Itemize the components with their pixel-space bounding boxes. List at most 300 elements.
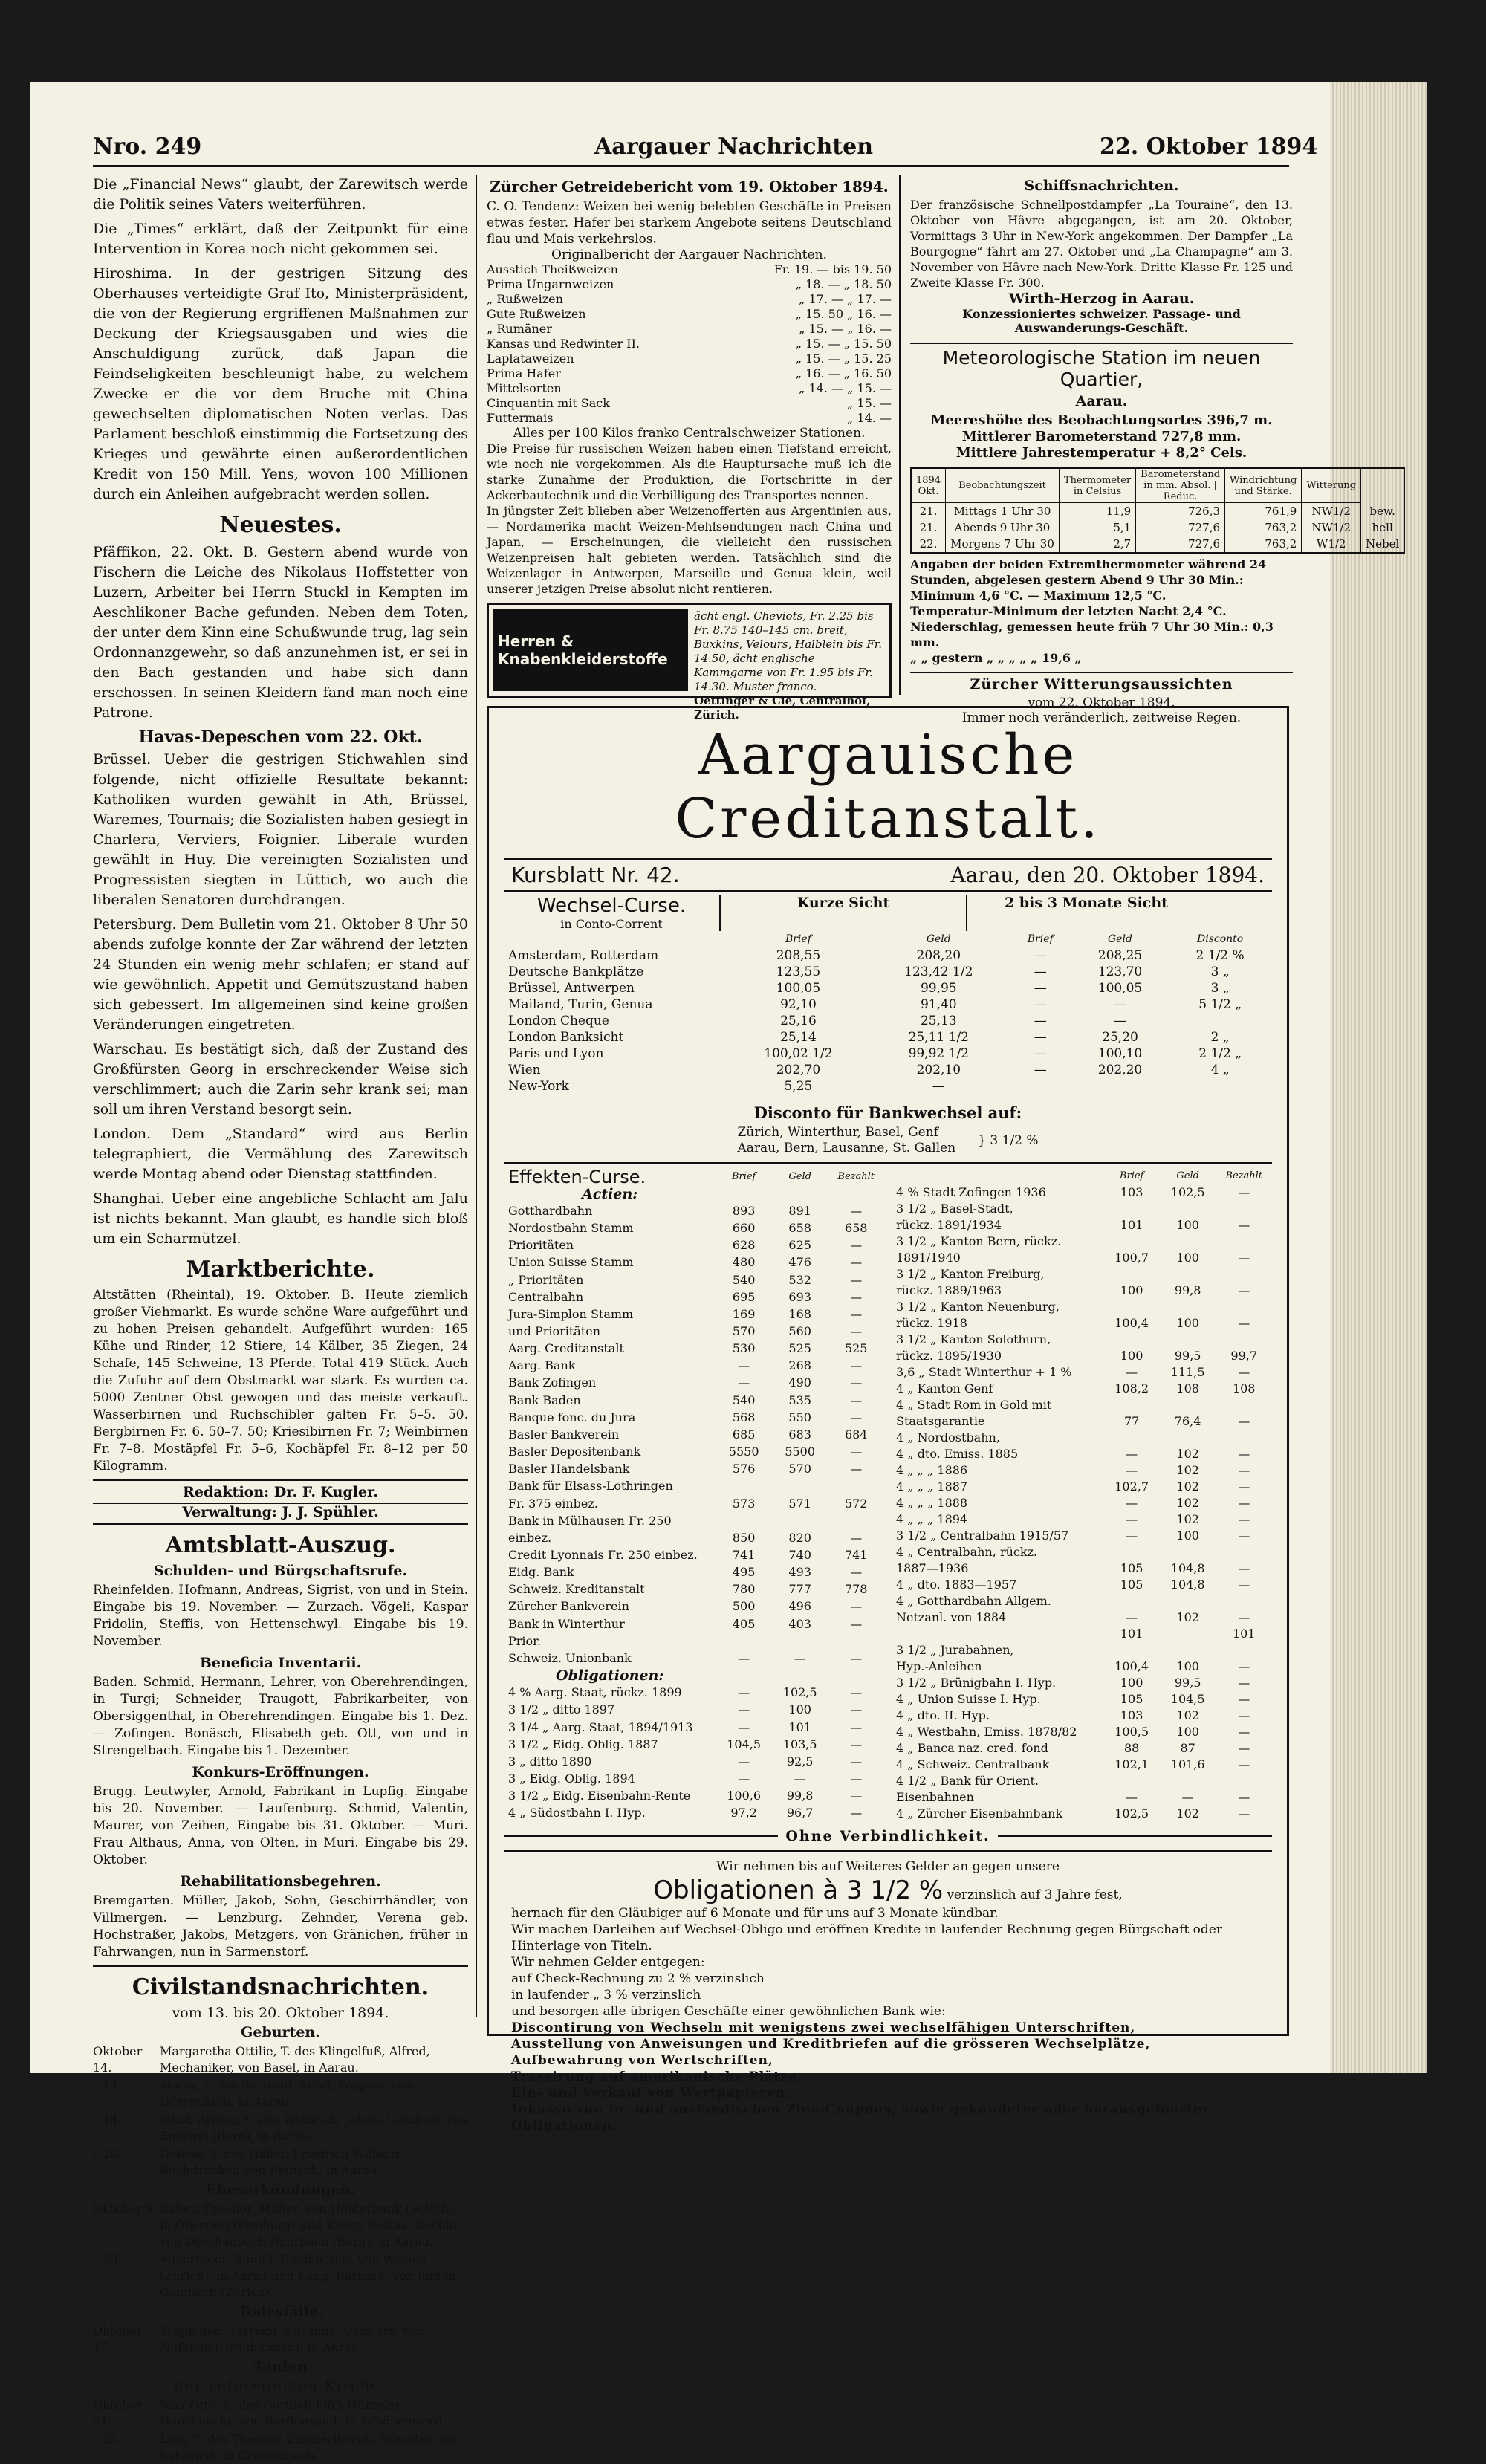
oblig-tail: verzinslich auf 3 Jahre fest, <box>947 1887 1123 1902</box>
service-line: und besorgen alle übrigen Geschäfte einer gewöhnlichen Bank wie: <box>511 2004 946 2019</box>
effekten-cell: 660 <box>732 1221 756 1236</box>
ad-firm: Oettinger & Cie, Centralhof, Zürich. <box>694 694 871 722</box>
wechsel-table <box>504 931 1272 1095</box>
effekten-cell: 4 „ Westbahn, Emiss. 1878/82 <box>896 1725 1077 1739</box>
effekten-cell <box>1160 1266 1216 1283</box>
effekten-cell: 540 <box>732 1393 756 1407</box>
effekten-cell: 3 1/2 „ Eidg. Oblig. 1887 <box>508 1737 658 1751</box>
effekten-cell: 103,5 <box>782 1737 817 1751</box>
effekten-cell: — <box>1238 1561 1250 1575</box>
wechsel-cell: — <box>1114 997 1126 1012</box>
effekten-cell: — <box>1238 1463 1250 1477</box>
eff-geld: Geld <box>788 1170 811 1182</box>
price-name: Laplataweizen <box>487 351 574 366</box>
effekten-cell <box>772 1667 828 1685</box>
effekten-row <box>504 1788 884 1805</box>
wechsel-cell: 100,10 <box>1097 1046 1143 1061</box>
wechsel-cell: — <box>1034 948 1047 963</box>
effekten-row <box>504 1633 884 1650</box>
effekten-cell: — <box>1238 1283 1250 1297</box>
effekten-cell: 100 <box>1176 1316 1199 1330</box>
depesche: London. Dem „Standard“ wird aus Berlin telegraphiert, die Vermählung des Zarewitsch werde Montag abend oder Dienstag stattfinden. <box>93 1126 468 1182</box>
met-row <box>911 503 1404 520</box>
effekten-cell: 100,4 <box>1114 1659 1149 1673</box>
effekten-cell: — <box>850 1650 863 1665</box>
price-row <box>487 277 892 292</box>
effekten-cell: 77 <box>1123 1414 1140 1428</box>
effekten-cell: 4 „ dto. 1883—1957 <box>896 1578 1017 1592</box>
effekten-cell: 102,5 <box>1170 1185 1205 1199</box>
wechsel-cell: — <box>932 1079 945 1094</box>
wetter-date: vom 22. Oktober 1894. <box>1028 696 1175 710</box>
effekten-cell: Eidg. Bank <box>508 1565 574 1580</box>
effekten-cell: 100,7 <box>1114 1251 1149 1265</box>
effekten-cell: — <box>738 1375 750 1390</box>
effekten-cell: — <box>1238 1316 1250 1330</box>
effekten-cell: — <box>1238 1610 1250 1624</box>
effekten-cell <box>1216 1544 1272 1560</box>
wechsel-cell: 25,16 <box>780 1014 817 1028</box>
met-heading: Meteorologische Station im neuen Quartier, <box>942 347 1261 390</box>
getreide-note: Alles per 100 Kilos franko Centralschweizer Stationen. <box>513 426 866 441</box>
met-header: Windrichtung und Stärke. <box>1225 468 1302 503</box>
effekten-cell <box>1103 1430 1160 1446</box>
effekten-cell: 684 <box>844 1427 868 1442</box>
effekten-cell: 1887—1936 <box>896 1561 969 1575</box>
effekten-cell: 100 <box>1176 1218 1199 1232</box>
kursblatt: Kursblatt Nr. 42. <box>511 863 680 887</box>
wechsel-cell: Deutsche Bankplätze <box>508 964 644 979</box>
effekten-cell: 92,5 <box>786 1754 814 1768</box>
kurze-sicht: Kurze Sicht <box>719 895 967 931</box>
effekten-row <box>504 1288 884 1306</box>
wechsel-cell: 202,20 <box>1097 1063 1143 1077</box>
effekten-row <box>504 1426 884 1443</box>
oblig-intro: Wir nehmen bis auf Weiteres Gelder an gegen unsere <box>716 1859 1060 1874</box>
schulden-heading: Schulden- und Bürgschaftsrufe. <box>153 1563 408 1579</box>
effekten-cell: 102 <box>1176 1610 1199 1624</box>
effekten-row <box>504 1719 884 1736</box>
effekten-cell: 576 <box>732 1462 756 1476</box>
civil-date: Oktober 14. <box>93 2044 143 2075</box>
effekten-cell: 532 <box>788 1272 811 1287</box>
effekten-cell: — <box>1126 1496 1138 1510</box>
wechsel-cell: 5,25 <box>784 1079 813 1094</box>
met-cell: Abends 9 Uhr 30 <box>946 519 1060 536</box>
civil-entry <box>93 2043 468 2076</box>
newspaper-page <box>30 82 1427 2463</box>
effekten-cell: Bank in Mülhausen Fr. 250 <box>508 1513 672 1528</box>
depesche: Brüssel. Ueber die gestrigen Stichwahlen sind folgende, nicht offizielle Resultate bekannt: Katholiken wurden gewählt in Ath, Brüssel, Waremes, Tournais; die Sozialisten haben gesiegt in Charlera, Verviers, Foignier. Liberale wurden gewählt in Huy. Die vereinigten Sozialisten und Progressisten siegten in Lüttich, wo auch die liberalen Senatoren durchdrangen. <box>93 751 468 908</box>
effekten-cell: 695 <box>732 1289 756 1304</box>
met-header: Witterung <box>1302 468 1361 503</box>
wechsel-cell: 25,14 <box>780 1030 817 1045</box>
wechsel-cell <box>1009 1078 1072 1095</box>
price-value: „ 16. — „ 16. 50 <box>795 366 892 380</box>
effekten-cell: 740 <box>788 1548 811 1563</box>
price-name: „ Rumäner <box>487 322 552 336</box>
effekten-cell <box>772 1185 828 1202</box>
effekten-cell <box>1216 1299 1272 1315</box>
effekten-cell: Actien: <box>582 1185 638 1202</box>
effekten-cell: 100 <box>1120 1676 1143 1690</box>
effekten-cell: 105 <box>1120 1692 1143 1706</box>
effekten-cell: — <box>1126 1610 1138 1624</box>
effekten-cell: 99,5 <box>1174 1349 1201 1363</box>
effekten-cell: — <box>850 1255 863 1270</box>
effekten-cell: — <box>850 1719 863 1734</box>
effekten-cell <box>1103 1593 1160 1609</box>
rehab-heading: Rehabilitationsbegehren. <box>180 1873 381 1890</box>
effekten-cell <box>1216 1397 1272 1413</box>
effekten-row <box>892 1511 1272 1528</box>
wechsel-cell: — <box>1034 981 1047 996</box>
effekten-row <box>504 1615 884 1633</box>
effekten-cell: 88 <box>1123 1741 1140 1755</box>
effekten-row <box>892 1544 1272 1560</box>
service-line: Aufbewahrung von Wertschriften, <box>511 2053 773 2068</box>
effekten-cell: 4 „ Stadt Rom in Gold mit <box>896 1398 1052 1412</box>
effekten-cell: Basler Bankverein <box>508 1427 620 1442</box>
effekten-cell: — <box>1238 1741 1250 1755</box>
effekten-cell: 108 <box>1232 1381 1256 1395</box>
effekten-cell: Prioritäten <box>508 1238 574 1253</box>
effekten-cell <box>1103 1332 1160 1348</box>
wechsel-cell: 25,13 <box>920 1014 957 1028</box>
effekten-cell: Banque fonc. du Jura <box>508 1410 636 1424</box>
effekten-row <box>892 1691 1272 1708</box>
effekten-row <box>504 1409 884 1426</box>
effekten-cell: Bank in Winterthur <box>508 1616 625 1631</box>
effekten-row <box>892 1233 1272 1250</box>
effekten-cell: 104,8 <box>1170 1561 1205 1575</box>
effekten-cell: 3 1/2 „ Basel-Stadt, <box>896 1202 1013 1216</box>
effekten-cell: 3 1/2 „ ditto 1897 <box>508 1702 615 1717</box>
price-name: Kansas und Redwinter II. <box>487 337 640 351</box>
met-header: Barometerstand in mm. Absol. | Reduc. <box>1136 468 1225 503</box>
price-value: „ 15. — „ 15. 50 <box>795 337 892 351</box>
effekten-cell: 100,6 <box>727 1789 762 1803</box>
eff-bezahlt-r: Bezahlt <box>1225 1170 1263 1181</box>
wetter-text: Immer noch veränderlich, zeitweise Regen. <box>961 710 1242 725</box>
effekten-row <box>892 1397 1272 1413</box>
rehab-text: Bremgarten. Müller, Jakob, Sohn, Geschirrhändler, von Villmergen. — Lenzburg. Zehnder, Verena geb. Hochstraßer, Jakobs, Metzgers, von Gränichen, früher in Fahrwangen, nun in Sarmenstorf. <box>93 1893 468 1959</box>
effekten-cell <box>1160 1201 1216 1217</box>
effekten-cell: — <box>850 1702 863 1717</box>
civil-text: Marie, T. des Bertschi, Adolf, Wagner, von Dürrenäsch, in Aarau. <box>160 2078 412 2109</box>
wetter-heading: Zürcher Witterungsaussichten <box>970 676 1233 693</box>
met-cell: 11,9 <box>1059 503 1135 520</box>
effekten-cell: — <box>1238 1806 1250 1821</box>
effekten-row <box>504 1512 884 1529</box>
effekten-cell: Schweiz. Kreditanstalt <box>508 1582 645 1597</box>
civil-text: Jakob Arthur, S. des Wäthrich, Jakob, Conditor, von Eggiwyl (Bern), in Aarau. <box>160 2113 468 2143</box>
effekten-cell: 268 <box>788 1358 811 1373</box>
konkurs-heading: Konkurs-Eröffnungen. <box>192 1764 369 1780</box>
depeschen-heading: Havas-Depeschen vom 22. Okt. <box>138 727 423 747</box>
effekten-cell: 496 <box>788 1599 811 1614</box>
wechsel-cell: Wien <box>508 1063 541 1077</box>
effekten-row <box>892 1315 1272 1332</box>
effekten-cell: 102 <box>1176 1512 1199 1526</box>
wechsel-cell <box>1168 1013 1272 1029</box>
extreme-line: Angaben der beiden Extremthermometer während 24 Stunden, abgelesen gestern Abend 9 Uhr 30 Min.: <box>910 557 1267 587</box>
price-name: Futtermais <box>487 411 554 425</box>
effekten-cell: — <box>850 1737 863 1751</box>
effekten-row <box>504 1219 884 1236</box>
effekten-cell: 560 <box>788 1323 811 1338</box>
middle-column <box>487 175 892 722</box>
effekten-row <box>892 1495 1272 1511</box>
effekten-cell <box>828 1185 884 1202</box>
wechsel-cell: 2 „ <box>1210 1030 1230 1045</box>
price-name: Prima Hafer <box>487 366 561 380</box>
effekten-row <box>892 1462 1272 1479</box>
effekten-cell: Zürcher Bankverein <box>508 1599 629 1614</box>
effekten-row <box>504 1478 884 1495</box>
getreide-text-2: In jüngster Zeit blieben aber Weizenofferten aus Argentinien aus, — Nordamerika macht Weizen-Mehlsendungen nach China und Japan, — Erscheinungen, die vielleicht den russischen Weizenpreisen halt gebieten werden. Tatsächlich sind die Weizenlager in Antwerpen, Marseille und Genua klein, weil unserer jetzigen Preise absolut nicht rentieren. <box>487 504 892 596</box>
effekten-cell: — <box>1238 1659 1250 1673</box>
civil-date: Oktober 17. <box>93 2324 143 2354</box>
effekten-cell: 525 <box>788 1341 811 1356</box>
effekten-cell: 3 1/4 „ Aarg. Staat, 1894/1913 <box>508 1719 693 1734</box>
effekten-cell: — <box>738 1771 750 1786</box>
effekten-cell: — <box>850 1410 863 1424</box>
effekten-cell: 102 <box>1176 1806 1199 1821</box>
konkurs-text: Brugg. Leutwyler, Arnold, Fabrikant in Lupfig. Eingabe bis 20. November. — Laufenburg. Schmid, Valentin, Maurer, von Zeihen, Eingabe bis 31. Oktober. — Muri. Frau Althaus, Anna, von Olten, in Muri. Eingabe bis 29. Oktober. <box>93 1784 468 1867</box>
creditanstalt-ad <box>487 706 1289 2133</box>
effekten-cell: 4 „ dto. Emiss. 1885 <box>896 1447 1019 1461</box>
wechsel-cell: 208,20 <box>916 948 961 963</box>
met-table <box>910 467 1405 554</box>
price-row <box>487 262 892 277</box>
effekten-row <box>504 1254 884 1271</box>
effekten-cell: Aarg. Bank <box>508 1358 576 1373</box>
schulden-text: Rheinfelden. Hofmann, Andreas, Sigrist, von und in Stein. Eingabe bis 19. November. — Zurzach. Vögeli, Kaspar Fridolin, Steffis, von Hettenschwyl. Eingabe bis 19. November. <box>93 1583 468 1649</box>
effekten-cell: Netzanl. von 1884 <box>896 1610 1007 1624</box>
wechsel-cell: 2 1/2 % <box>1195 948 1245 963</box>
depesche: Shanghai. Ueber eine angebliche Schlacht am Jalu ist nichts bekannt. Man glaubt, es handle sich bloß um ein Scharmützel. <box>93 1190 468 1247</box>
effekten-cell: — <box>1238 1447 1250 1461</box>
effekten-cell: 99,5 <box>1174 1676 1201 1690</box>
effekten-cell: — <box>1126 1463 1138 1477</box>
wechsel-row <box>504 947 1272 964</box>
effekten-cell: 108,2 <box>1114 1381 1149 1395</box>
effekten-cell: 658 <box>788 1221 811 1236</box>
effekten-cell: — <box>738 1702 750 1717</box>
effekten-cell <box>716 1667 772 1685</box>
extreme-line: Temperatur-Minimum der letzten Nacht 2,4 °C. <box>910 604 1227 618</box>
effekten-cell: 104,5 <box>1170 1692 1205 1706</box>
effekten-cell: — <box>738 1650 750 1665</box>
effekten-row <box>892 1789 1272 1806</box>
redaktion: Redaktion: Dr. F. Kugler. <box>183 1484 378 1500</box>
effekten-cell: Fr. 375 einbez. <box>508 1496 598 1511</box>
effekten-cell: 525 <box>844 1341 868 1356</box>
effekten-row <box>504 1375 884 1392</box>
price-value: Fr. 19. — bis 19. 50 <box>773 262 892 276</box>
effekten-cell <box>828 1667 884 1685</box>
price-value: „ 15. — „ 16. — <box>799 322 892 336</box>
effekten-cell <box>1160 1642 1216 1659</box>
effekten-row <box>504 1702 884 1719</box>
effekten-row <box>504 1185 884 1202</box>
wechsel-cell: 208,25 <box>1097 948 1143 963</box>
effekten-cell: 1891/1940 <box>896 1251 961 1265</box>
met-cell: 21. <box>911 519 946 536</box>
effekten-row <box>504 1685 884 1702</box>
effekten-cell: 100,5 <box>1114 1725 1149 1739</box>
bank-heading: Disconto für Bankwechsel auf: <box>753 1103 1022 1122</box>
effekten-cell: Eisenbahnen <box>896 1790 974 1804</box>
effekten-row <box>504 1770 884 1787</box>
effekten-cell: — <box>850 1789 863 1803</box>
effekten-cell: — <box>850 1806 863 1821</box>
effekten-cell <box>1103 1201 1160 1217</box>
effekten-cell <box>1160 1233 1216 1250</box>
effekten-cell: Bank Baden <box>508 1393 581 1407</box>
effekten-cell: 4 „ „ „ 1888 <box>896 1496 968 1510</box>
schiff-text: Der französische Schnellpostdampfer „La Touraine“, den 13. Oktober von Hâvre abgegangen, ist am 20. Oktober, Vormittags 3 Uhr in New-York angekommen. Der Dampfer „La Bourgogne“ fährt am 27. Oktober und „La Champagne“ am 3. November von Hâvre nach New-York. Dritte Klasse Fr. 125 und Zweite Klasse Fr. 300. <box>910 198 1293 290</box>
effekten-cell: — <box>850 1462 863 1476</box>
effekten-row <box>892 1184 1272 1201</box>
effekten-row <box>892 1413 1272 1430</box>
wirth-text: Konzessioniertes schweizer. Passage- und Auswanderungs-Geschäft. <box>962 307 1241 335</box>
eff-geld-r: Geld <box>1176 1170 1199 1181</box>
effekten-cell: 3 „ ditto 1890 <box>508 1754 592 1768</box>
col1-paragraph: Hiroshima. In der gestrigen Sitzung des Oberhauses verteidigte Graf Ito, Ministerpräsident, die von der Regierung ergriffenen Maßnahmen zur Deckung der Kriegsausgaben und wies die Anschuldigung zurück, daß Japan die Feindseligkeiten beschleunigt habe, zu welchem Zwecke er die vor dem Bruche mit China gewechselten diplomatischen Noten verlas. Das Parlament beschloß einstimmig die Fortsetzung des Krieges und gewährte einen außerordentlichen Kredit von 150 Mill. Yens, wovon 100 Millionen durch ein Anleihen aufgebracht werden sollen. <box>93 265 468 502</box>
effekten-cell <box>1216 1593 1272 1609</box>
effekten-cell: 102 <box>1176 1496 1199 1510</box>
effekten-cell: 4 „ Gotthardbahn Allgem. <box>896 1594 1051 1608</box>
effekten-cell: 100 <box>1176 1528 1199 1543</box>
effekten-cell: 100 <box>1120 1349 1143 1363</box>
effekten-cell: 777 <box>788 1582 811 1597</box>
effekten-cell: 550 <box>788 1410 811 1424</box>
effekten-row <box>892 1348 1272 1364</box>
effekten-cell: 3 1/2 „ Kanton Solothurn, <box>896 1332 1051 1346</box>
effekten-cell: 99,8 <box>1174 1283 1201 1297</box>
service-line: Wir nehmen Gelder entgegen: <box>511 1955 705 1970</box>
effekten-cell: Basler Depositenbank <box>508 1445 641 1459</box>
effekten-cell: — <box>850 1238 863 1253</box>
effekten-row <box>504 1650 884 1667</box>
effekten-cell: — <box>1238 1365 1250 1379</box>
effekten-row <box>504 1444 884 1461</box>
effekten-row <box>892 1364 1272 1381</box>
wechsel-cell: 25,11 1/2 <box>908 1030 969 1045</box>
bank-place: Zürich, Winterthur, Basel, Genf <box>737 1125 938 1140</box>
effekten-cell: 101 <box>1232 1627 1256 1641</box>
price-row <box>487 351 892 366</box>
effekten-cell: — <box>738 1358 750 1373</box>
price-row <box>487 366 892 381</box>
effekten-row <box>892 1659 1272 1675</box>
bank-place: Aarau, Bern, Lausanne, St. Gallen <box>737 1141 956 1155</box>
effekten-cell: 540 <box>732 1272 756 1287</box>
effekten-cell: 102 <box>1176 1479 1199 1494</box>
effekten-cell: rückz. 1918 <box>896 1316 967 1330</box>
effekten-heading: Effekten-Curse. <box>508 1166 646 1187</box>
effekten-cell: 5550 <box>728 1445 759 1459</box>
col1-paragraph: Die „Times“ erklärt, daß der Zeitpunkt für eine Intervention in Korea noch nicht gekommen sei. <box>93 221 468 257</box>
effekten-row <box>504 1529 884 1546</box>
met-cell: 727,6 <box>1136 519 1225 536</box>
monate-sicht: 2 bis 3 Monate Sicht <box>1005 895 1168 911</box>
effekten-row <box>892 1609 1272 1626</box>
civil-date: „ 14. <box>93 2078 122 2092</box>
civil-entry <box>93 2146 468 2179</box>
effekten-cell: rückz. 1891/1934 <box>896 1218 1002 1232</box>
effekten-cell: 105 <box>1120 1561 1143 1575</box>
effekten-row <box>504 1306 884 1323</box>
wechsel-cell: — <box>1034 1046 1047 1061</box>
effekten-cell: 693 <box>788 1289 811 1304</box>
effekten-cell: Credit Lyonnais Fr. 250 einbez. <box>508 1548 698 1563</box>
effekten-cell: 658 <box>844 1221 868 1236</box>
effekten-cell: 4 „ Schweiz. Centralbank <box>896 1757 1050 1771</box>
col-disconto: Disconto <box>1197 933 1244 945</box>
wechsel-cell: 100,02 1/2 <box>764 1046 833 1061</box>
service-line: Wir machen Darleihen auf Wechsel-Obligo und eröffnen Kredite in laufender Rechnung gegen Bürgschaft oder Hinterlage von Titeln. <box>511 1922 1222 1954</box>
effekten-cell <box>772 1512 828 1529</box>
wechsel-cell: 2 1/2 „ <box>1198 1046 1242 1061</box>
wechsel-cell: — <box>1034 1030 1047 1045</box>
depesche: Petersburg. Dem Bulletin vom 21. Oktober 8 Uhr 50 abends zufolge konnte der Zar während der letzten 24 Stunden ein wenig mehr schlafen; er stand auf wie gewöhnlich. Appetit und Gemütszustand haben sich gebessert. Im allgemeinen sind keine großen Veränderungen eingetreten. <box>93 916 468 1033</box>
effekten-cell <box>892 1626 1103 1642</box>
effekten-right <box>892 1168 1272 1822</box>
effekten-cell: 101 <box>1120 1627 1143 1641</box>
effekten-row <box>504 1581 884 1598</box>
ad-text: ächt engl. Cheviots, Fr. 2.25 bis Fr. 8.75 140–145 cm. breit, Buxkins, Velours, Halblein bis Fr. 14.50, ächt englische Kammgarne von Fr. 1.95 bis Fr. 14.30. Muster franco. <box>694 609 883 693</box>
ehe-heading: Eheverkündungen. <box>205 2182 356 2198</box>
effekten-cell: 168 <box>788 1306 811 1321</box>
effekten-cell: — <box>850 1616 863 1631</box>
effekten-cell: 741 <box>732 1548 756 1563</box>
taufen-sub: der reformierten Kirche. <box>174 2378 387 2394</box>
effekten-cell: — <box>1181 1790 1194 1804</box>
effekten-cell: Prior. <box>508 1633 542 1648</box>
issue-date: 22. Oktober 1894 <box>1100 134 1318 160</box>
depesche: Warschau. Es bestätigt sich, daß der Zustand des Großfürsten Georg in erschreckender Weise sich verschlimmert; auch die Zarin sehr krank sei; man soll um ihren Verstand besorgt sein. <box>93 1041 468 1118</box>
effekten-cell: — <box>1238 1790 1250 1804</box>
effekten-cell: — <box>1126 1447 1138 1461</box>
effekten-row <box>892 1626 1272 1642</box>
effekten-cell: 3 1/2 „ Kanton Freiburg, <box>896 1267 1045 1281</box>
wechsel-row <box>504 1078 1272 1095</box>
effekten-cell: — <box>1238 1185 1250 1199</box>
effekten-row <box>892 1201 1272 1217</box>
effekten-row <box>504 1667 884 1685</box>
effekten-cell: 571 <box>788 1496 811 1511</box>
col-brief-2: Brief <box>1027 933 1054 945</box>
effekten-cell: Jura-Simplon Stamm <box>508 1306 634 1321</box>
effekten-cell <box>1160 1544 1216 1560</box>
wechsel-cell: Paris und Lyon <box>508 1046 604 1061</box>
effekten-cell: 625 <box>788 1238 811 1253</box>
service-line: Discontirung von Wechseln mit wenigstens zwei wechselfähigen Unterschriften, <box>511 2020 1136 2035</box>
effekten-cell: 570 <box>788 1462 811 1476</box>
effekten-cell <box>772 1633 828 1650</box>
wechsel-cell: 91,40 <box>920 997 957 1012</box>
met-cell: 22. <box>911 536 946 553</box>
met-cell: 763,2 <box>1225 519 1302 536</box>
effekten-cell: 103 <box>1120 1708 1143 1722</box>
effekten-cell <box>1160 1299 1216 1315</box>
effekten-cell: 4 1/2 „ Bank für Orient. <box>896 1774 1039 1788</box>
wechsel-cell: 5 1/2 „ <box>1198 997 1242 1012</box>
effekten-row <box>892 1250 1272 1266</box>
